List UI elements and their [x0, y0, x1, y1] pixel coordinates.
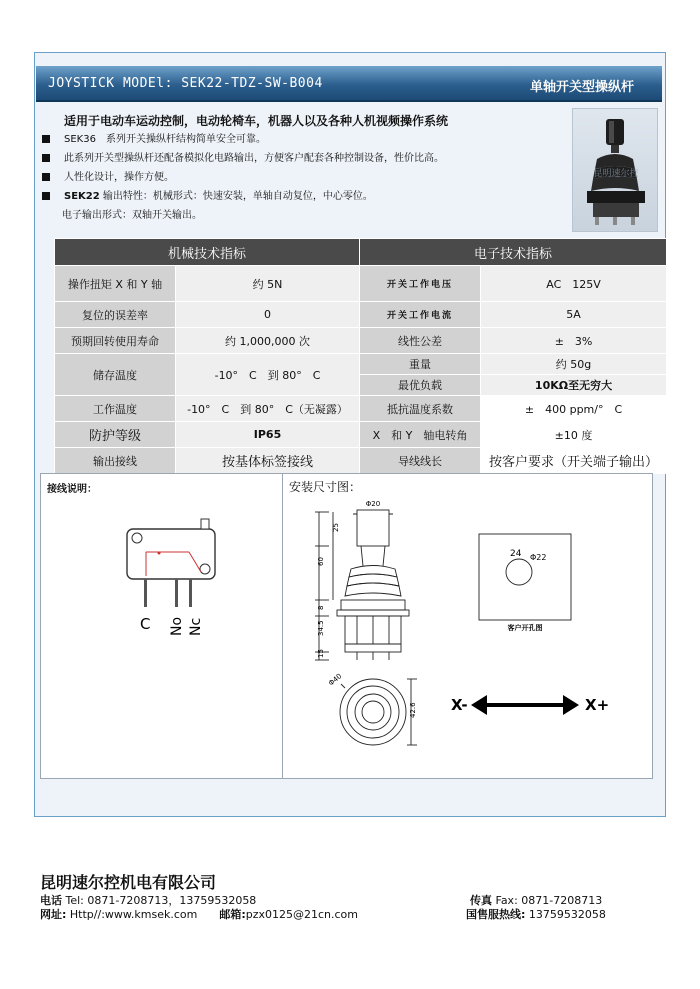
- joystick-photo-icon: [573, 109, 658, 232]
- product-photo: [572, 108, 658, 232]
- list-item: 人性化设计，操作方便。: [40, 168, 560, 187]
- intro-title: 适用于电动车运动控制，电动轮椅车，机器人以及各种人机视频操作系统: [64, 114, 449, 128]
- spec-value: 5A: [481, 302, 667, 328]
- spec-value: IP65: [176, 422, 360, 448]
- svg-text:Φ20: Φ20: [365, 500, 381, 508]
- dimension-drawing: [283, 474, 653, 780]
- phone-line: 电话 Tel: 0871-7208713，13759532058: [40, 894, 257, 907]
- svg-text:34.5: 34.5: [317, 620, 325, 636]
- spec-value: 约 1,000,000 次: [176, 328, 360, 354]
- wiring-panel: [40, 473, 283, 779]
- spec-label: 导线线长: [360, 448, 481, 474]
- spec-label: 预期回转使用寿命: [55, 328, 176, 354]
- list-item: SEK22 输出特性：机械形式：快速安装，单轴自动复位，中心零位。: [40, 187, 560, 206]
- product-type: 单轴开关型操纵杆: [529, 80, 634, 95]
- spec-value: ± 400 ppm/° C: [481, 396, 667, 422]
- microswitch-diagram: [41, 474, 284, 780]
- spec-value: 约 5N: [176, 266, 360, 302]
- x-plus-label: X+: [585, 696, 610, 714]
- spec-label: 复位的误差率: [55, 302, 176, 328]
- list-item: 电子输出形式：双轴开关输出。: [62, 210, 202, 221]
- spec-label: 重量: [360, 354, 481, 375]
- spec-value: 10KΩ至无穷大: [481, 375, 667, 396]
- spec-table: [54, 238, 667, 474]
- spec-label: 输出接线: [55, 448, 176, 474]
- spec-label: 开关工作电压: [360, 266, 481, 302]
- svg-text:15: 15: [317, 649, 325, 658]
- spec-label: X 和 Y 轴电转角: [360, 422, 481, 448]
- spec-value: ± 3%: [481, 328, 667, 354]
- svg-text:42.6: 42.6: [409, 702, 417, 718]
- spec-label: 线性公差: [360, 328, 481, 354]
- x-minus-label: X-: [451, 696, 468, 714]
- spec-label: 最优负载: [360, 375, 481, 396]
- svg-text:60: 60: [317, 557, 325, 566]
- bullet-square-icon: [42, 192, 50, 200]
- list-item: 此系列开关型操纵杆还配备模拟化电路输出，方便客户配套各种控制设备，性价比高。: [40, 149, 560, 168]
- pin-c-label: C: [140, 615, 151, 633]
- spec-label: 储存温度: [55, 354, 176, 396]
- wiring-title: 接线说明：: [47, 484, 97, 495]
- spec-value: 约 50g: [481, 354, 667, 375]
- spec-value: 按客户要求（开关端子输出）: [481, 448, 667, 474]
- email-link[interactable]: pzx0125@21cn.com: [245, 908, 359, 921]
- svg-text:昆明速尔控: 昆明速尔控: [593, 169, 639, 179]
- mechanical-spec-header: 机械技术指标: [55, 239, 360, 266]
- website-line: 网址: Http//:www.kmsek.com 邮箱:pzx0125@21cn.com: [40, 908, 359, 921]
- footer: [40, 870, 660, 893]
- pin-nc-label: Nc: [188, 617, 204, 636]
- feature-list: [40, 130, 560, 225]
- bullet-square-icon: [42, 135, 50, 143]
- spec-label: 防护等级: [55, 422, 176, 448]
- spec-label: 抵抗温度系数: [360, 396, 481, 422]
- bullet-square-icon: [42, 154, 50, 162]
- spec-value: AC 125V: [481, 266, 667, 302]
- svg-text:24: 24: [510, 549, 522, 559]
- spec-value: 按基体标签接线: [176, 448, 360, 474]
- svg-text:8: 8: [317, 605, 325, 610]
- electrical-spec-header: 电子技术指标: [360, 239, 667, 266]
- double-arrow-icon: [471, 695, 579, 715]
- spec-value: -10° C 到 80° C: [176, 354, 360, 396]
- bullet-square-icon: [42, 173, 50, 181]
- website-link[interactable]: Http//:www.kmsek.com: [66, 908, 198, 921]
- svg-text:25: 25: [332, 523, 340, 532]
- spec-value: 0: [176, 302, 360, 328]
- svg-text:Φ22: Φ22: [530, 553, 547, 562]
- hole-label: 客户开孔图: [507, 624, 543, 632]
- spec-value: ±10 度: [481, 422, 667, 448]
- hotline-line: 国售服热线: 13759532058: [466, 908, 606, 921]
- header-bar: [36, 66, 662, 102]
- spec-label: 操作扭矩 X 和 Y 轴: [55, 266, 176, 302]
- spec-label: 工作温度: [55, 396, 176, 422]
- company-name: 昆明速尔控机电有限公司: [40, 873, 217, 892]
- model-title: JOYSTICK MODEl: SEK22-TDZ-SW-B004: [48, 76, 323, 91]
- install-title: 安装尺寸图：: [289, 480, 362, 494]
- svg-text:Φ40: Φ40: [327, 672, 344, 688]
- pin-no-label: No: [169, 616, 185, 636]
- install-panel: [283, 473, 653, 779]
- spec-label: 开关工作电流: [360, 302, 481, 328]
- list-item: SEK36 系列开关操纵杆结构简单安全可靠。: [40, 130, 560, 149]
- fax-line: 传真 Fax: 0871-7208713: [470, 894, 603, 907]
- spec-value: -10° C 到 80° C（无凝露）: [176, 396, 360, 422]
